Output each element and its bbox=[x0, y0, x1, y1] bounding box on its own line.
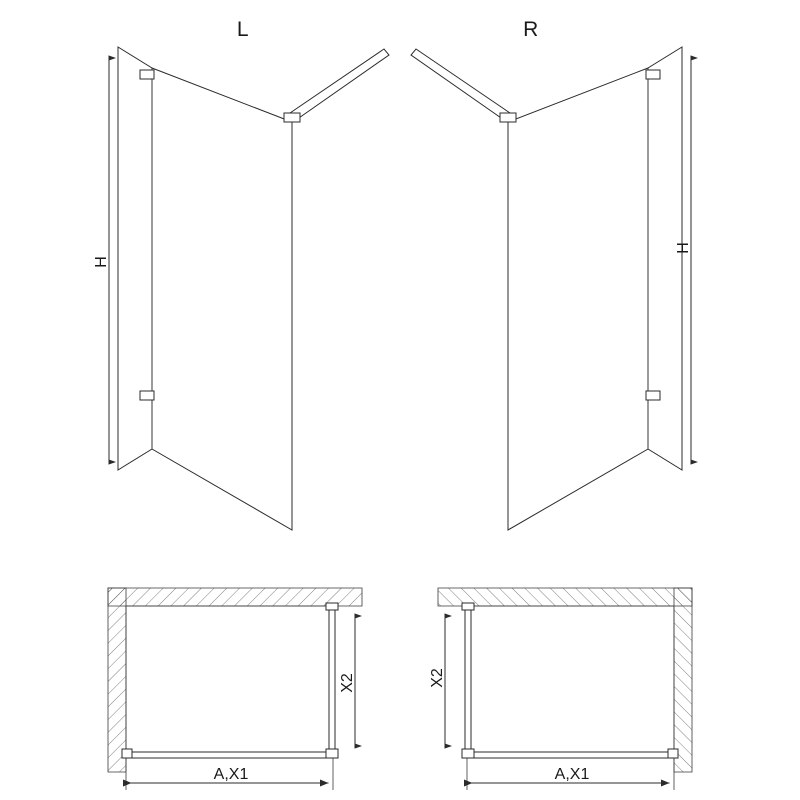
plan-right-top-fitting bbox=[462, 603, 474, 610]
left-support-bar bbox=[290, 49, 389, 120]
right-bracket-bottom bbox=[646, 391, 660, 400]
plan-right-wall-top bbox=[438, 588, 692, 606]
plan-right-bottom-fitting bbox=[462, 749, 474, 758]
left-height-dimension-label: H bbox=[93, 256, 110, 268]
variant-label-left: L bbox=[236, 18, 250, 41]
plan-left-wall-fitting bbox=[122, 749, 132, 758]
plan-left-bottom-fitting bbox=[326, 749, 338, 758]
plan-right-depth-dimension-label: X2 bbox=[429, 668, 446, 688]
right-height-dimension-label: H bbox=[675, 242, 692, 254]
elevation-left-variant bbox=[93, 18, 389, 530]
plan-right-threshold-rail bbox=[467, 752, 674, 758]
plan-right-variant bbox=[429, 588, 692, 790]
left-fixed-glass-panel bbox=[152, 68, 292, 530]
elevation-right-variant bbox=[411, 18, 692, 530]
right-wall-panel bbox=[648, 47, 682, 470]
right-bracket-top bbox=[646, 70, 660, 79]
plan-left-threshold-rail bbox=[126, 752, 333, 758]
plan-right-wall-fitting bbox=[668, 749, 678, 758]
plan-right-glass-panel bbox=[465, 606, 471, 756]
left-wall-panel bbox=[118, 47, 152, 470]
left-bracket-bottom bbox=[140, 391, 154, 400]
plan-left-variant bbox=[108, 588, 362, 790]
plan-left-wall-top bbox=[108, 588, 362, 606]
right-support-bar bbox=[411, 49, 510, 120]
plan-right-wall-side bbox=[674, 588, 692, 772]
plan-left-wall-side bbox=[108, 588, 126, 772]
right-fixed-glass-panel bbox=[508, 68, 648, 530]
left-bracket-top bbox=[140, 70, 154, 79]
plan-left-depth-dimension-label: X2 bbox=[339, 673, 356, 693]
plan-right-enclosure-footprint bbox=[467, 606, 674, 756]
variant-label-right: R bbox=[523, 18, 539, 41]
plan-left-width-dimension-label: A,X1 bbox=[213, 766, 249, 783]
plan-left-glass-panel bbox=[329, 606, 335, 756]
right-bar-glass-clamp bbox=[500, 113, 516, 122]
plan-left-enclosure-footprint bbox=[126, 606, 333, 756]
plan-right-width-dimension-label: A,X1 bbox=[554, 766, 590, 783]
plan-left-top-fitting bbox=[326, 603, 338, 610]
left-bar-glass-clamp bbox=[284, 113, 300, 122]
